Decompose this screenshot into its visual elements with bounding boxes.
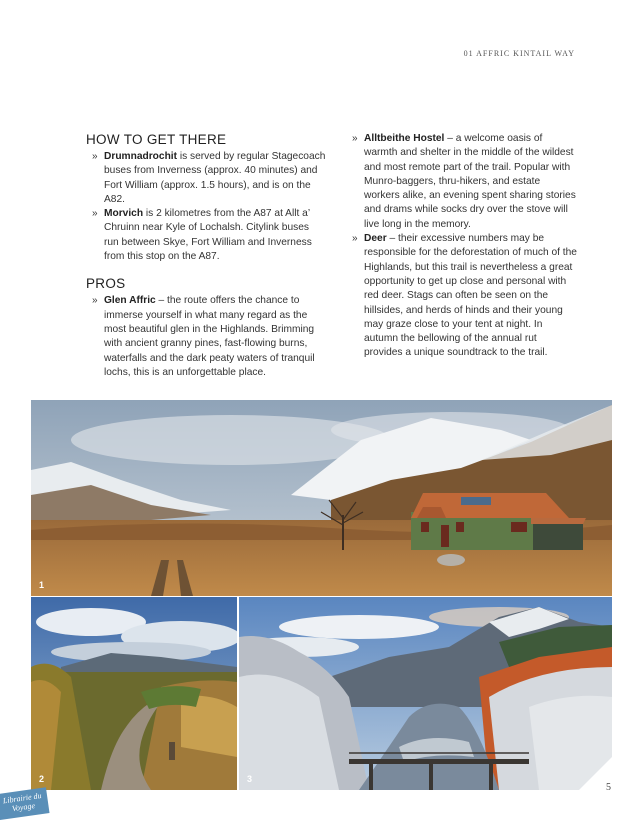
- bullet-icon: »: [92, 295, 98, 307]
- logo-text: Librairie du Voyage: [2, 791, 43, 814]
- pros-list: [86, 294, 326, 380]
- list-item-text: – their excessive numbers may be responsible for the deforestation of much of the Highlands, but this trail is nevertheless a great opportunity to get up close and personal with red deer. Stags can often be seen on the hillsides, and herds of hinds and their young may graze close to your tent at night. In autumn the bellowing of the annual rut provides a unique soundtrack to the trail.: [364, 233, 577, 359]
- photo-number: 1: [39, 580, 45, 590]
- section-heading-how-to-get-there: HOW TO GET THERE: [86, 132, 227, 147]
- list-item-term: Morvich: [104, 208, 144, 220]
- list-item-text: – a welcome oasis of warmth and shelter in the middle of the wildest and most remote part of the trail. Popular with Munro-baggers, thru-hikers, and estate workers alike, an evening spent sharing stories and drams while socks dry over the stove will live long in the memory.: [364, 133, 576, 230]
- bullet-icon: »: [352, 133, 358, 144]
- bullet-icon: »: [92, 208, 98, 220]
- how-to-get-there-list: [86, 150, 326, 264]
- list-item-text: is served by regular Stagecoach buses from Inverness (approx. 40 minutes) and Fort William (approx. 1.5 hours), and is on the A82.: [104, 151, 326, 205]
- section-heading-pros: PROS: [86, 276, 126, 292]
- right-column: [346, 132, 578, 361]
- list-item-term: Alltbeithe Hostel: [364, 133, 445, 144]
- list-item-term: Deer: [364, 233, 387, 245]
- photo-number: 2: [39, 774, 45, 784]
- list-item: [346, 232, 578, 361]
- list-item-term: Glen Affric: [104, 295, 156, 307]
- photo-glen-path: [31, 597, 237, 790]
- list-item: [86, 294, 326, 380]
- bullet-icon: »: [352, 233, 358, 245]
- list-item: [346, 132, 578, 232]
- bullet-icon: »: [92, 151, 98, 162]
- list-item: [86, 207, 326, 264]
- list-item-text: is 2 kilometres from the A87 at Allt a’ Chruinn near Kyle of Lochalsh. Citylink buses run between Skye, Fort William and Inverness from this stop on the A87.: [104, 208, 312, 263]
- photo-frosted-river: [239, 597, 612, 790]
- photo-number: 3: [247, 774, 253, 784]
- left-column: [86, 132, 326, 380]
- running-head: 01 AFFRIC KINTAIL WAY: [463, 49, 575, 58]
- publisher-logo: [0, 787, 50, 820]
- list-item: [86, 150, 326, 207]
- photo-hostel-landscape: [31, 400, 612, 596]
- list-item-term: Drumnadrochit: [104, 151, 178, 162]
- pros-list-continued: [346, 132, 578, 361]
- page-number: 5: [606, 782, 611, 793]
- list-item-text: – the route offers the chance to immerse yourself in what many regard as the most beautiful glen in the Highlands. Brimming with ancient granny pines, fast-flowing burns, waterfalls and the dark peaty waters of tranquil lochs, this is an unforgettable place.: [104, 295, 315, 378]
